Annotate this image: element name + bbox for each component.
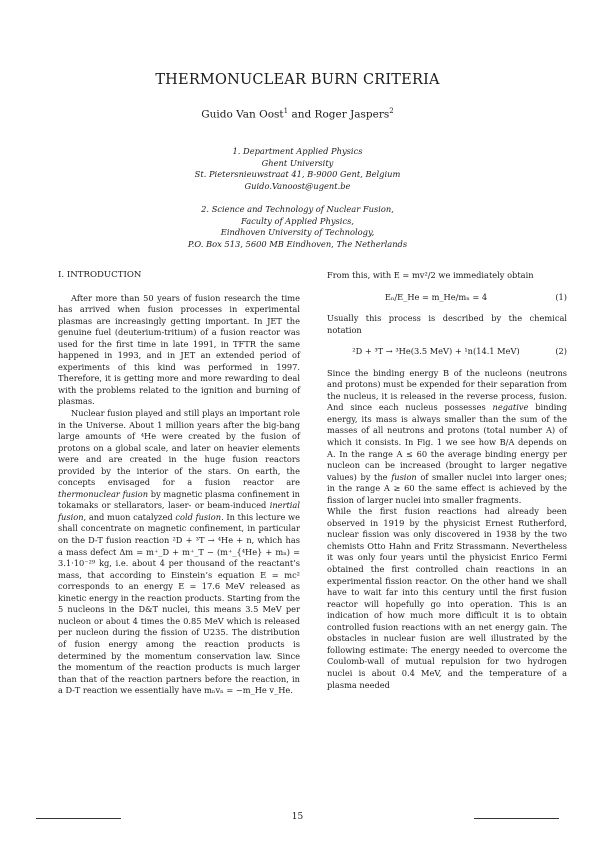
affiliation-2-line: 2. Science and Technology of Nuclear Fusion,	[201, 204, 394, 214]
emphasis: thermonuclear fusion	[58, 488, 149, 499]
text-run: ⁴He	[140, 431, 157, 442]
affiliation-2-line: Eindhoven University of Technology,	[220, 227, 375, 238]
affiliation-1-line: 1. Department Applied Physics	[232, 146, 363, 156]
paragraph: After more than 50 years of fusion research the time has arrived when fusion processes in experimental plasmas are increasingly getting important. In JET the genuine fuel (deuterium-tritium) of a fusion reactor was used for the first time in late 1991, in TFTR the same happened in 1993, and in JET an extended period of experiments of this kind was performed in 1997. Therefore, it is getting more and more rewarding to deal with the problems related to the ignition and burning of plasmas.	[58, 292, 300, 407]
author-1: Guido Van Oost	[201, 108, 284, 121]
affiliation-2-line: P.O. Box 513, 5600 MB Eindhoven, The Netherlands	[187, 238, 408, 249]
paragraph: While the first fusion reactions had already been observed in 1919 by the physicist Ernest Rutherford, nuclear fission was only discovered in 1938 by the two chemists Otto Hahn and Fritz Strassmann. Nevertheless it was only four years until the physicist Enrico Fermi obtained the first controlled chain reactions in an experimental fission reactor. On the other hand we shall have to wait far into this century until the first fusion reactor will hopefully go into operation. This is an indication of how much more difficult it is to obtain controlled fusion reactions with an net energy gain. The obstacles in nuclear fusion are well illustrated by the following estimate: The energy needed to overcome the Coulomb-wall of mutual repulsion for two hydrogen nuclei is about 0.4 MeV, and the temperature of a plasma needed	[327, 506, 567, 690]
affiliation-1-email: Guido.Vanoost@ugent.be	[244, 180, 351, 191]
left-column	[58, 270, 300, 697]
text-run: , and muon catalyzed	[83, 511, 176, 522]
affiliation-1-line: Ghent University	[261, 157, 334, 168]
author-1-mark: 1	[283, 107, 289, 115]
footer-rule-right	[474, 818, 559, 819]
affiliation-2	[0, 204, 595, 250]
emphasis: negative	[492, 402, 529, 413]
paragraph: Usually this process is described by the chemical notation	[327, 313, 567, 335]
text-run: Since the binding energy B of the nucleons (neutrons and protons) must be expended for their separation from the nucleus, it is released in the reverse process, fusion. And since each nucleus possesses	[327, 367, 567, 413]
emphasis: fusion	[391, 471, 417, 482]
text-run: by magnetic plasma confinement in tokamaks or stellarators, laser- or beam-induced	[58, 488, 300, 511]
equation-2	[327, 346, 567, 358]
author-line	[0, 107, 595, 121]
text-run: Nuclear fusion played and still plays an important role in the Universe. About 1 million years after the big-bang large amounts of	[58, 408, 300, 442]
affiliation-1	[0, 146, 595, 192]
equation-number: (1)	[555, 291, 567, 302]
paragraph: From this, with E = mv²/2 we immediately obtain	[327, 270, 534, 280]
emphasis: inertial fusion	[58, 500, 300, 522]
right-column	[327, 270, 567, 691]
affiliation-2-line: Faculty of Applied Physics,	[241, 215, 354, 226]
equation-1	[327, 292, 567, 304]
paragraph	[58, 408, 300, 697]
text-run: binding energy, its mass is always smaller than the sum of the masses of all neutrons and protons (total number A) of which it consists. In Fig. 1 we see how B/A depends on A. In the range A ≤ 60 the average binding energy per nucleon can be increased (brought to larger negative values) by the	[327, 402, 567, 482]
text-run: of smaller nuclei into larger ones; in the range A ≥ 60 the same effect is achieved by the fission of larger nuclei into smaller fragments.	[327, 471, 568, 505]
author-2-mark: 2	[389, 107, 394, 115]
equation-body: Eₙ/E_He = m_He/mₙ = 4	[384, 291, 488, 302]
text-run: . In this lecture we shall concentrate on magnetic confinement, in particular on the D-T fusion reaction ²D + ³T → ⁴He + n, which has a mass defect Δm = m⁺_D + m⁺_T − (m⁺_{⁴He} + mₙ) = 3.1·10⁻²⁹ kg, i.e. about 4 per thousand of the reactant’s mass, that according to Einstein’s equation E = mc² corresponds to an energy E = 17.6 MeV released as kinetic energy in the reaction products. Starting from the 5 nucleons in the D&T nuclei, this means 3.5 MeV per nucleon or about 4 times the 0.85 MeV which is released per nucleon during the fission of U235. The distribution of fusion energy among the reaction products is determined by the momentum conservation law. Since the momentum of the reaction products is much larger than that of the reaction partners before the reaction, in a D-T reaction we essentially have mₙvₙ = −m_He v_He.	[58, 511, 300, 696]
equation-body: ²D + ³T → ³He(3.5 MeV) + ¹n(14.1 MeV)	[352, 346, 520, 357]
author-2: Roger Jaspers	[314, 108, 390, 121]
section-heading: I. INTRODUCTION	[58, 270, 142, 280]
paper-title: THERMONUCLEAR BURN CRITERIA	[155, 72, 440, 88]
equation-number: (2)	[555, 346, 567, 357]
text-run: were created by the fusion of protons on a global scale, and later on heavier elements were and are created in the huge fusion reactors provided by the interior of the stars. On earth, the concepts envisaged for a fusion reactor are	[58, 431, 301, 488]
emphasis: cold fusion	[175, 511, 222, 522]
paragraph	[327, 368, 567, 507]
author-conjunction: and	[288, 108, 315, 121]
page-number: 15	[291, 812, 304, 822]
affiliation-1-line: St. Pietersnieuwstraat 41, B-9000 Gent, Belgium	[194, 169, 401, 180]
